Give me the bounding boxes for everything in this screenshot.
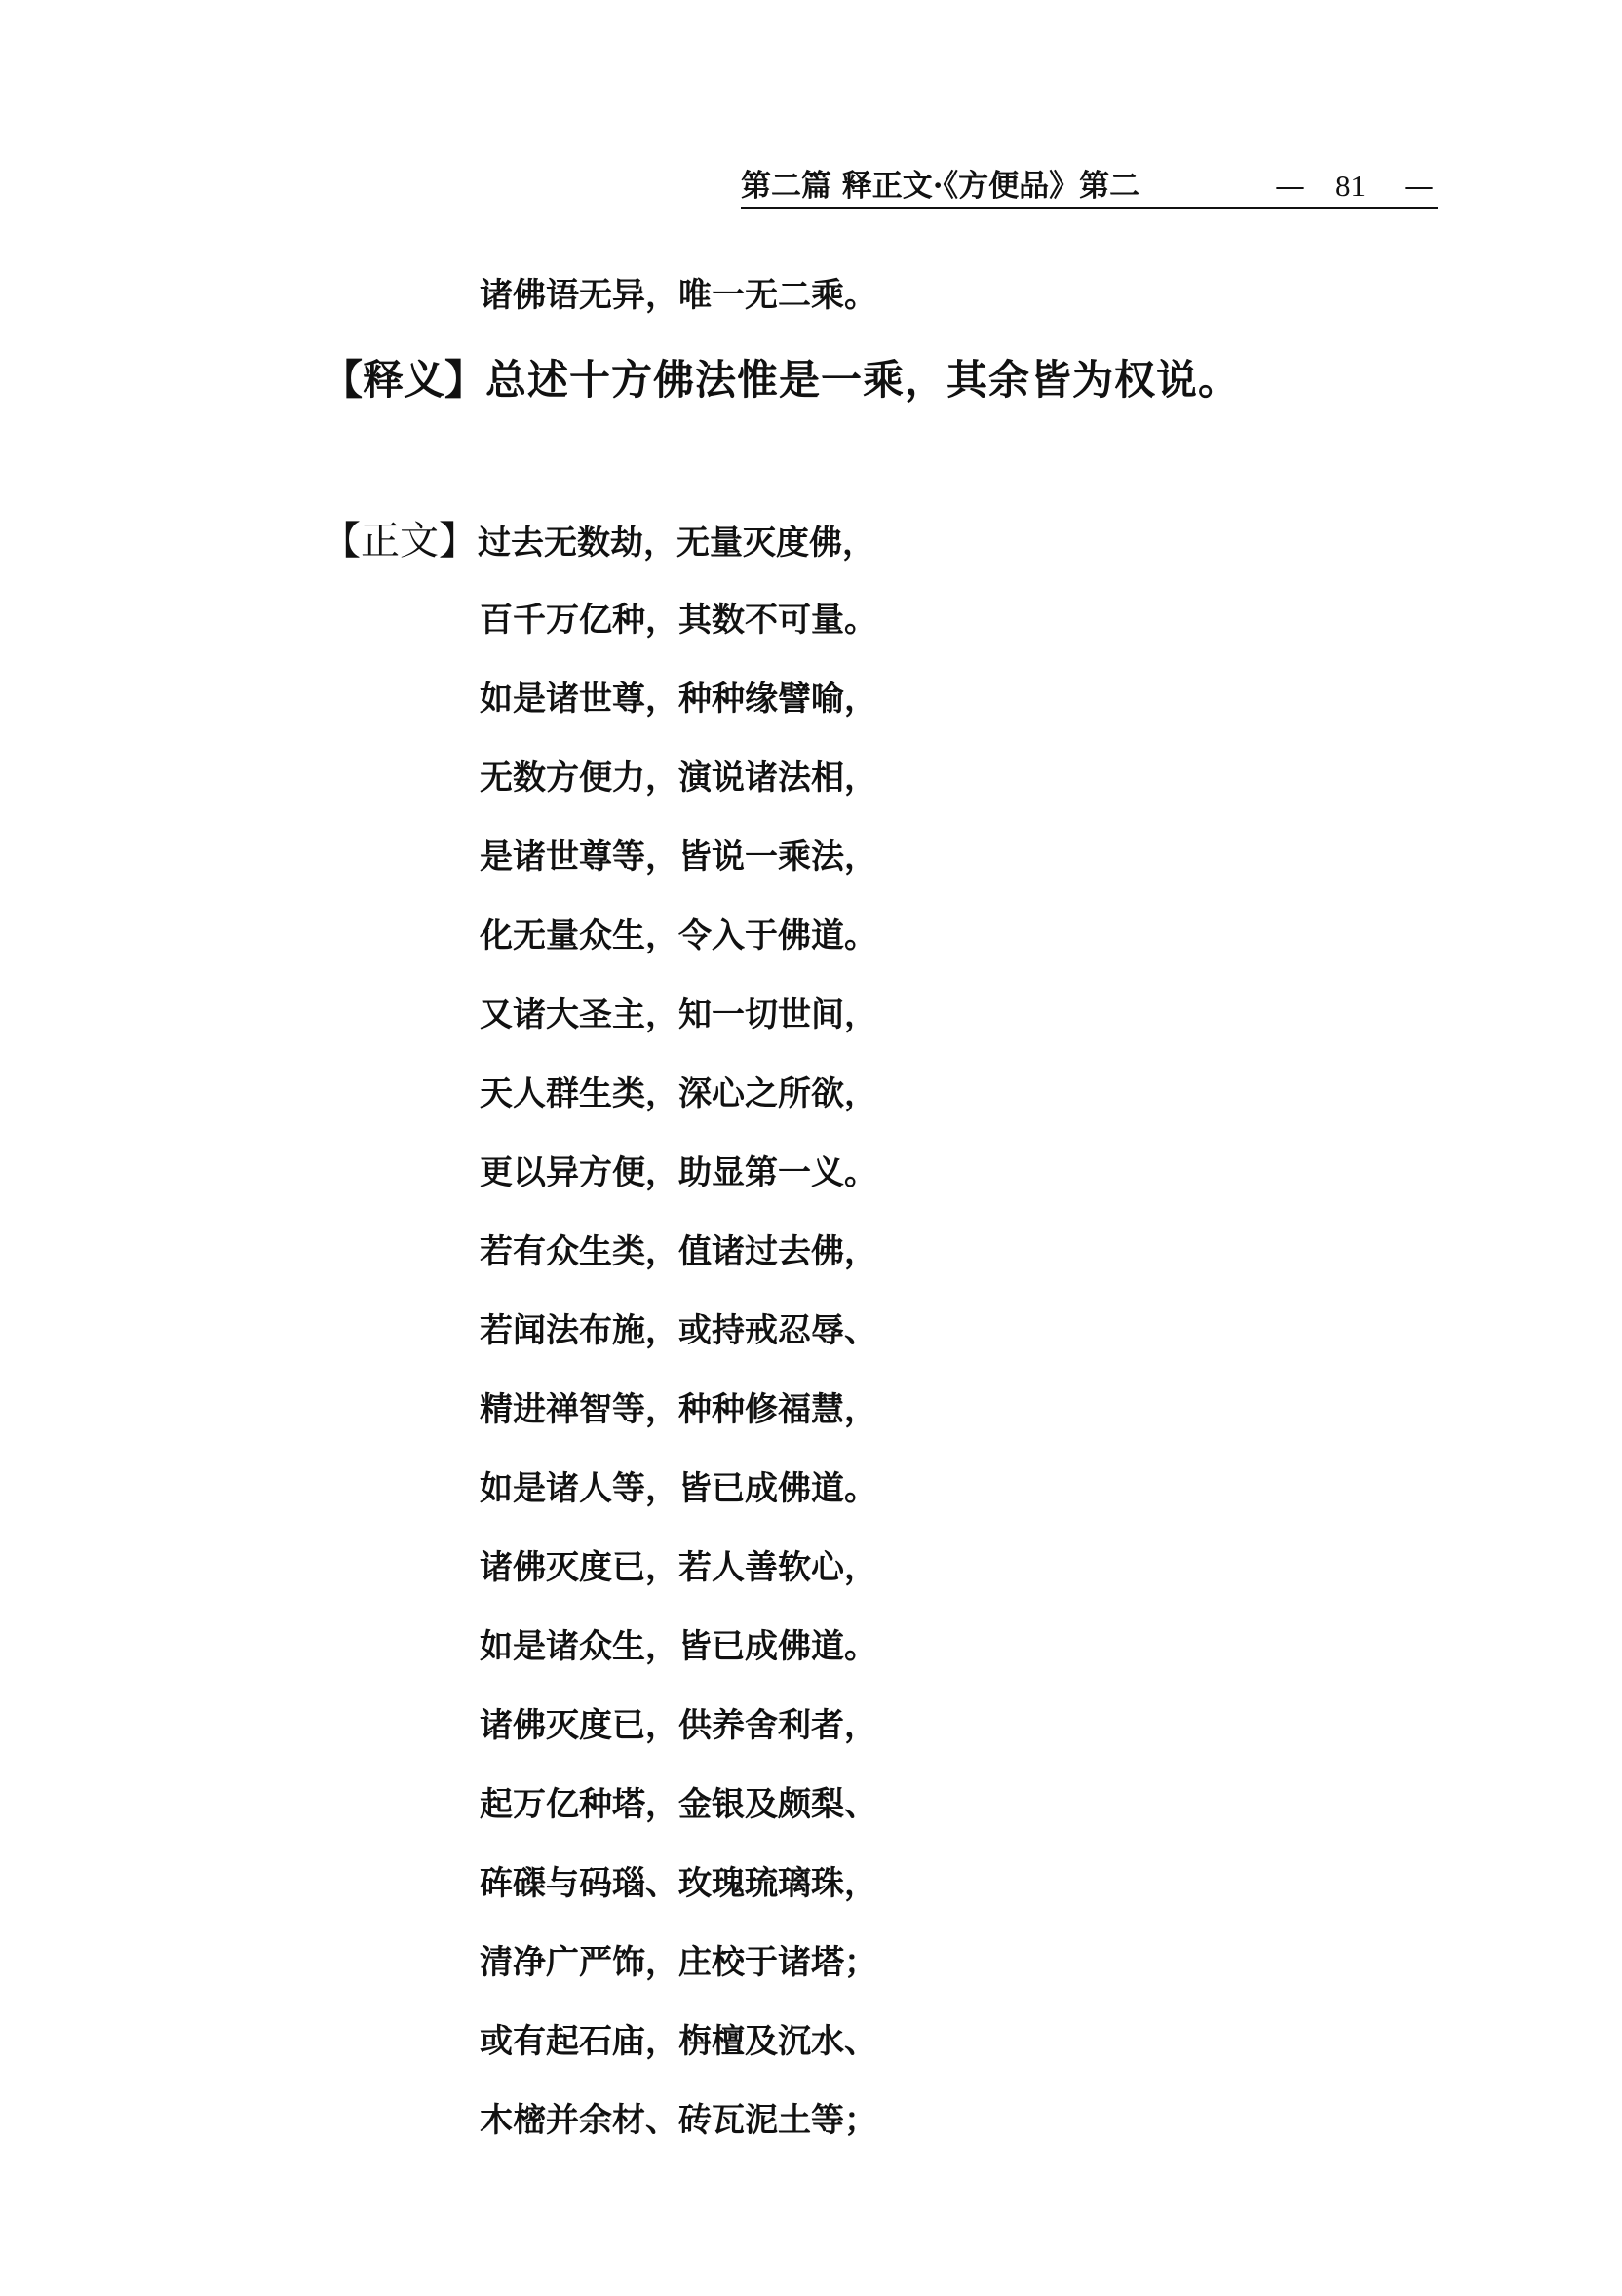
verse-line: 天人群生类，深心之所欲， <box>480 1074 877 1113</box>
running-header <box>741 166 1438 209</box>
page-number: 81 <box>1335 169 1366 203</box>
verse-line: 百千万亿种，其数不可量。 <box>480 601 877 640</box>
verse-line: 过去无数劫，无量灭度佛， <box>478 524 875 563</box>
verse-line: 如是诸世尊，种种缘譬喻， <box>480 680 877 719</box>
scripture-first-line <box>322 517 1491 596</box>
verse-line: 更以异方便，助显第一义。 <box>480 1153 877 1192</box>
verse-line: 若闻法布施，或持戒忍辱、 <box>480 1311 877 1350</box>
verse-line: 诸佛灭度已，供养舍利者， <box>480 1706 877 1745</box>
header-title: 第二篇 释正文·《方便品》第二 <box>741 169 1140 204</box>
verse-line: 精进禅智等，种种修福慧， <box>480 1390 877 1429</box>
verse-line: 如是诸众生，皆已成佛道。 <box>480 1627 877 1666</box>
verse-line: 又诸大圣主，知一切世间， <box>480 995 877 1034</box>
commentary-text: 总述十方佛法惟是一乘，其余皆为权说。 <box>485 356 1241 404</box>
scripture-label: 【正文】 <box>322 519 478 564</box>
verse-line: 清净广严饰，庄校于诸塔； <box>480 1943 877 1982</box>
commentary-label: 【释义】 <box>322 356 486 404</box>
verse-line: 起万亿种塔，金银及颇梨、 <box>480 1785 877 1824</box>
verse-line: 无数方便力，演说诸法相， <box>480 759 877 798</box>
verse-line: 化无量众生，令入于佛道。 <box>480 916 877 955</box>
header-dash-right: — <box>1404 169 1434 204</box>
header-dash-left: — <box>1275 169 1305 204</box>
verse-line: 或有起石庙，栴檀及沉水、 <box>480 2022 877 2061</box>
verse-line: 木樒并余材、砖瓦泥土等； <box>480 2101 877 2140</box>
verse-line: 是诸世尊等，皆说一乘法， <box>480 837 877 876</box>
commentary-paragraph <box>322 351 1240 409</box>
verse-line: 砗磲与码瑙、玫瑰琉璃珠， <box>480 1864 877 1903</box>
verse-line: 若有众生类，值诸过去佛， <box>480 1232 877 1271</box>
scripture-block <box>322 517 1491 2175</box>
top-verse-line: 诸佛语无异，唯一无二乘。 <box>480 276 877 315</box>
verse-line: 诸佛灭度已，若人善软心， <box>480 1548 877 1587</box>
verse-line: 如是诸人等，皆已成佛道。 <box>480 1469 877 1508</box>
